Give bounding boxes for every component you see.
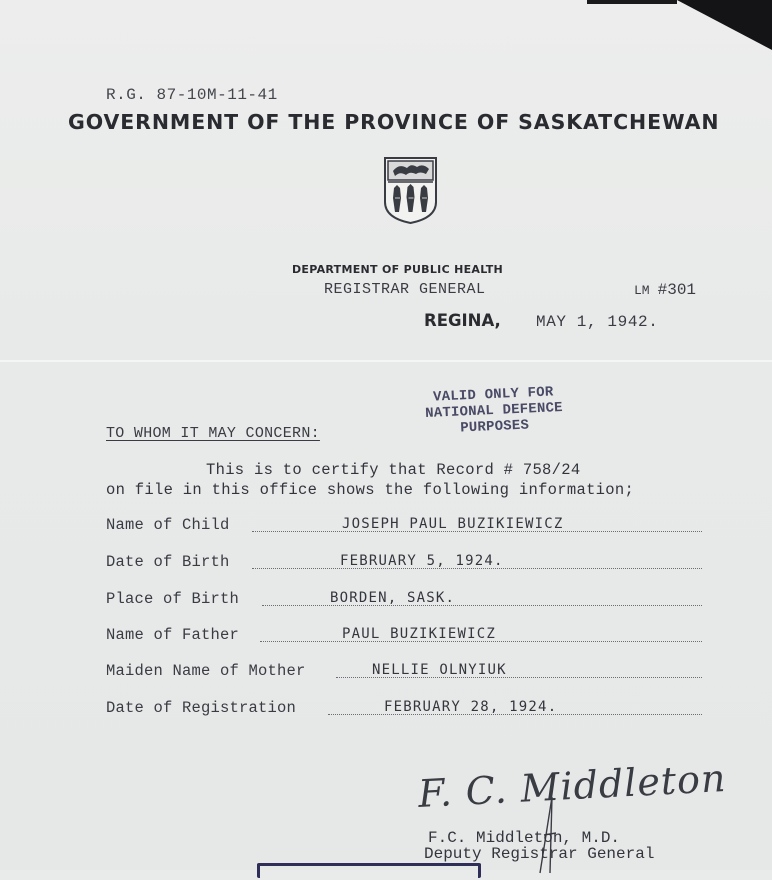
city-name: REGINA, (424, 311, 501, 330)
field-label: Date of Birth (106, 553, 230, 571)
torn-edge (587, 0, 677, 4)
reference-initials: LM (634, 283, 650, 298)
signer-title: Deputy Registrar General (424, 845, 655, 863)
bottom-stamp-box (257, 863, 481, 878)
field-name-of-child (106, 514, 702, 534)
field-label: Date of Registration (106, 699, 297, 717)
field-underline (262, 605, 702, 606)
department-name: DEPARTMENT OF PUBLIC HEALTH (292, 263, 503, 276)
field-label: Name of Child (106, 516, 230, 534)
field-value: PAUL BUZIKIEWICZ (342, 626, 497, 642)
field-place-of-birth (106, 588, 702, 608)
field-date-of-birth (106, 551, 702, 571)
field-value: FEBRUARY 5, 1924. (340, 553, 504, 569)
stamp-line-1: VALID ONLY FOR (432, 384, 554, 406)
reference-number (634, 281, 696, 299)
coat-of-arms-icon (383, 156, 438, 225)
certification-line-1: This is to certify that Record # 758/24 (206, 461, 581, 479)
field-date-of-registration (106, 697, 702, 717)
stamp-line-3: PURPOSES (459, 417, 530, 437)
office-name: REGISTRAR GENERAL (324, 281, 486, 298)
certification-line-2: on file in this office shows the following information; (106, 481, 635, 499)
handwritten-signature: F. C. Middleton (417, 755, 728, 817)
field-label: Place of Birth (106, 590, 240, 608)
salutation: TO WHOM IT MAY CONCERN: (106, 425, 320, 442)
field-value: FEBRUARY 28, 1924. (384, 699, 558, 715)
stamp-line-2: NATIONAL DEFENCE (424, 400, 564, 422)
reference-code: #301 (657, 281, 697, 299)
government-title: GOVERNMENT OF THE PROVINCE OF SASKATCHEWAN (68, 110, 720, 134)
field-name-of-father (106, 624, 702, 644)
signer-name: F.C. Middleton, M.D. (428, 829, 621, 847)
issue-date: MAY 1, 1942. (536, 313, 659, 331)
validity-stamp (403, 383, 585, 439)
field-value: BORDEN, SASK. (330, 590, 456, 606)
field-label: Name of Father (106, 626, 240, 644)
field-label: Maiden Name of Mother (106, 662, 306, 680)
torn-corner-background (677, 0, 772, 50)
field-value: JOSEPH PAUL BUZIKIEWICZ (342, 516, 564, 532)
field-maiden-name-of-mother (106, 660, 702, 680)
field-value: NELLIE OLNYIUK (372, 662, 507, 678)
paper-fold-line (0, 360, 772, 362)
form-code: R.G. 87-10M-11-41 (106, 86, 278, 104)
